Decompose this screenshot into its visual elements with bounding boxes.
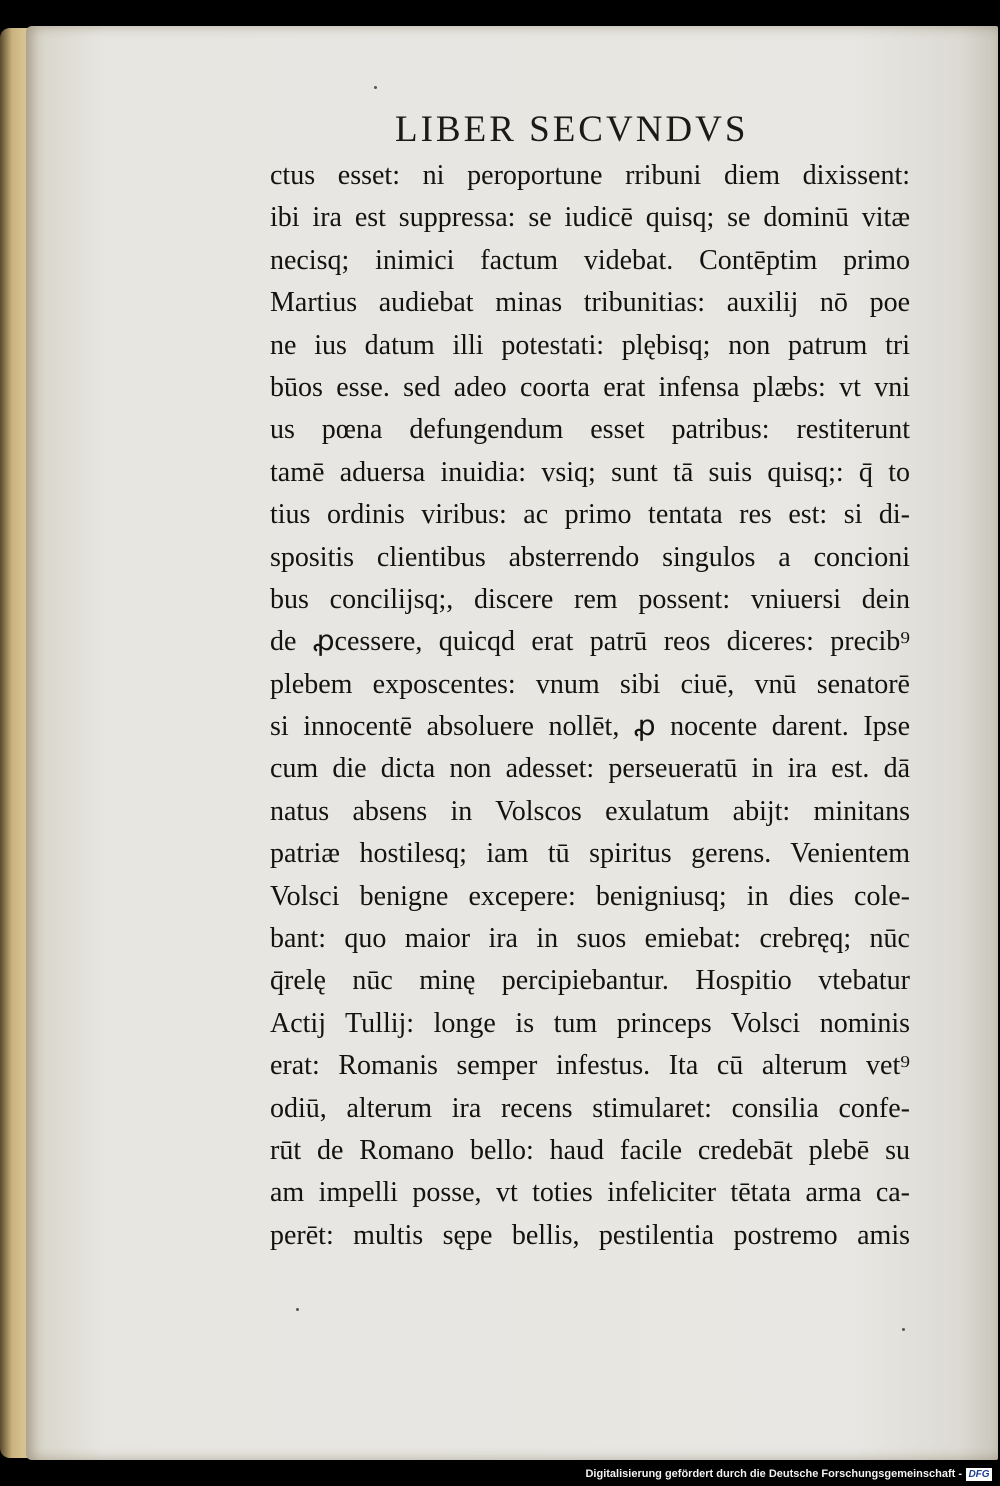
text-line: patriæ hostilesq; iam tū spiritus gerens. Venientem <box>270 838 910 870</box>
running-head: LIBER SECVNDVS <box>395 109 749 150</box>
text-line: spositis clientibus absterrendo singulos a concioni <box>270 541 910 573</box>
text-line: cum die dicta non adesset: perseueratū in ira est. dā <box>270 753 910 785</box>
text-line: tamē aduersa inuidia: vsiq; sunt tā suis quisq;: q̄ to <box>270 456 910 488</box>
text-block <box>270 155 910 1257</box>
ink-speck <box>902 1328 905 1331</box>
text-line: q̄relę nūc minę percipiebantur. Hospitio vtebatur <box>270 965 910 997</box>
dfg-credit: Digitalisierung gefördert durch die Deutsche Forschungsgemeinschaft - <box>585 1468 962 1480</box>
text-line: ctus esset: ni peroportune rribuni diem dixissent: <box>270 160 910 191</box>
text-line: plebem exposcentes: vnum sibi ciuē, vnū senatorē <box>270 668 910 700</box>
ink-speck <box>374 86 377 89</box>
text-line: necisq; inimici factum videbat. Contēptim primo <box>270 244 910 276</box>
text-line: ibi ira est suppressa: se iudicē quisq; se dominū vitæ <box>270 202 910 234</box>
text-line: si innocentē absoluere nollēt, ꝓ nocente darent. Ipse <box>270 711 910 743</box>
footer-bar <box>0 1460 1000 1486</box>
text-line: Actij Tullij: longe is tum princeps Volsci nominis <box>270 1007 910 1039</box>
text-line: perēt: multis sępe bellis, pestilentia postremo amis <box>270 1219 910 1251</box>
dfg-logo: DFG <box>966 1468 992 1481</box>
text-line: erat: Romanis semper infestus. Ita cū alterum vet⁹ <box>270 1050 910 1082</box>
ink-speck <box>296 1308 299 1311</box>
text-line: bant: quo maior ira in suos emiebat: crebręq; nūc <box>270 923 910 955</box>
text-line: natus absens in Volscos exulatum abijt: minitans <box>270 795 910 827</box>
text-line: būos esse. sed adeo coorta erat infensa plæbs: vt vni <box>270 371 910 403</box>
text-line: bus concilijsq;, discere rem possent: vniuersi dein <box>270 583 910 615</box>
text-line: am impelli posse, vt toties infeliciter tētata arma ca- <box>270 1177 910 1209</box>
text-line: ne ius datum illi potestati: plębisq; non patrum tri <box>270 329 910 361</box>
text-line: Volsci benigne excepere: benigniusq; in dies cole- <box>270 880 910 912</box>
text-line: rūt de Romano bello: haud facile credebāt plebē su <box>270 1134 910 1166</box>
text-line: de ꝓcessere, quicqd erat patrū reos diceres: precib⁹ <box>270 626 910 658</box>
text-line: Martius audiebat minas tribunitias: auxilij nō poe <box>270 287 910 319</box>
text-line: tius ordinis viribus: ac primo tentata res est: si di- <box>270 499 910 531</box>
text-line: odiū, alterum ira recens stimularet: consilia confe- <box>270 1092 910 1124</box>
text-line: us pœna defungendum esset patribus: restiterunt <box>270 414 910 446</box>
